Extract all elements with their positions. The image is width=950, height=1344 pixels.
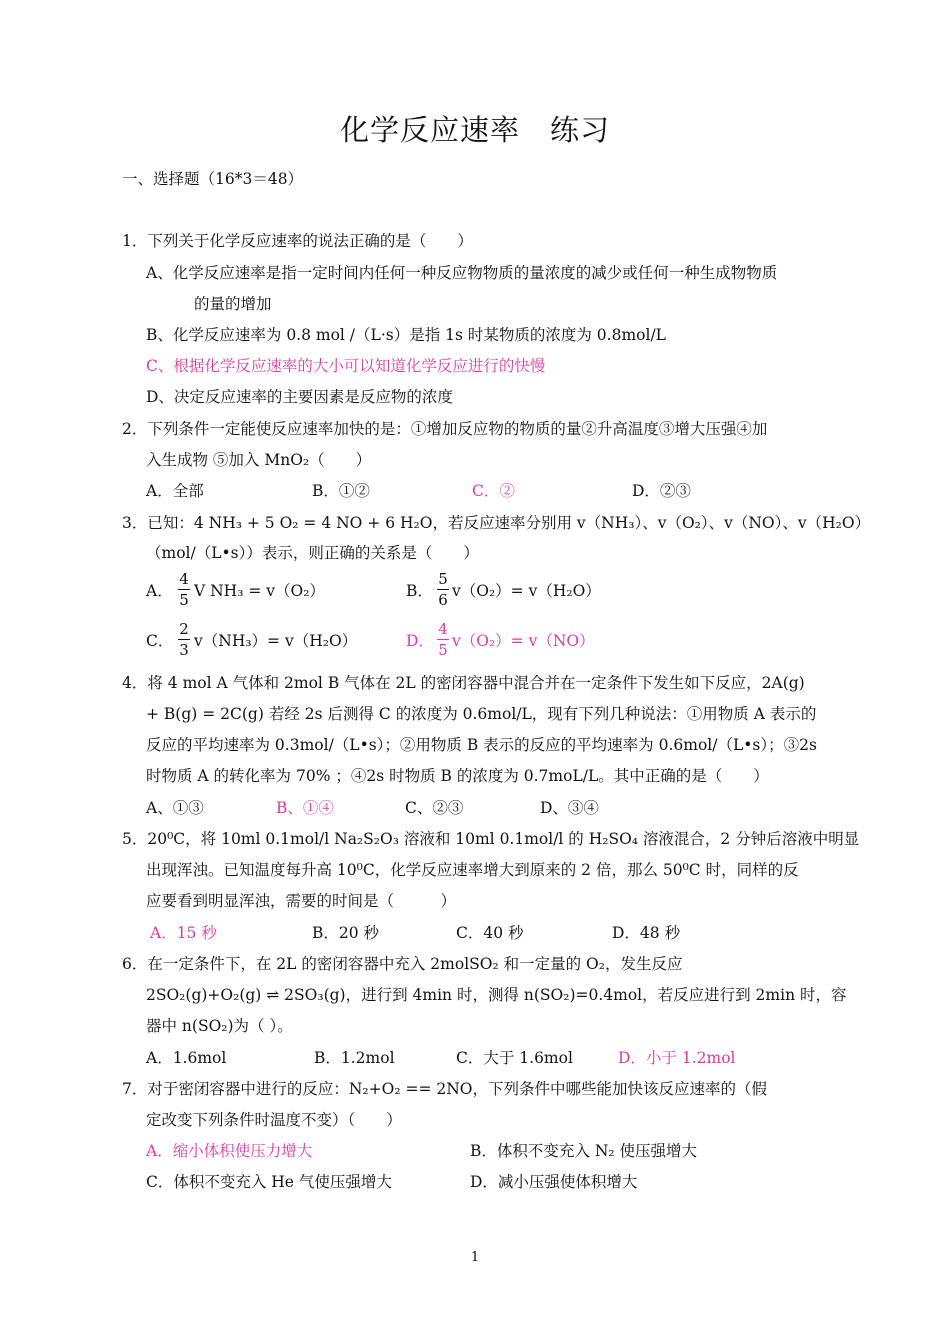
question-7-cont: 定改变下列条件时温度不变）（ ）	[146, 1111, 402, 1129]
q1-option-b: B、化学反应速率为 0.8 mol /（L·s）是指 1s 时某物质的浓度为 0.8mol/L	[146, 326, 666, 344]
q1-option-a-cont: 的量的增加	[194, 295, 272, 313]
q2-option-b: B．①②	[312, 482, 370, 500]
q3-option-b-label: B．	[406, 582, 433, 600]
q5-option-d: D．48 秒	[612, 924, 681, 942]
q3-option-a-label: A．	[146, 582, 173, 600]
q3-option-d-fraction	[437, 620, 449, 659]
q5-option-a: A．15 秒	[150, 924, 217, 942]
question-3: 3．已知：4 NH₃ + 5 O₂ = 4 NO + 6 H₂O，若反应速率分别用 v（NH₃）、v（O₂）、v（NO）、v（H₂O）	[122, 514, 871, 532]
q1-option-a: A、化学反应速率是指一定时间内任何一种反应物物质的量浓度的减少或任何一种生成物物质	[146, 264, 778, 282]
q5-option-c: C．40 秒	[456, 924, 524, 942]
fraction-numerator: 4	[179, 570, 189, 588]
q7-option-d: D．减小压强使体积增大	[470, 1173, 638, 1191]
question-6-cont-2: 器中 n(SO₂)为（ ）。	[146, 1017, 293, 1035]
page-number: 1	[470, 1250, 480, 1265]
q7-option-a: A．缩小体积使压力增大	[146, 1142, 313, 1160]
question-4: 4．将 4 mol A 气体和 2mol B 气体在 2L 的密闭容器中混合并在一定条件下发生如下反应，2A(g)	[122, 674, 805, 692]
question-3-cont: （mol/（L•s））表示，则正确的关系是（ ）	[146, 544, 479, 562]
q2-option-d: D．②③	[632, 482, 691, 500]
q4-option-c: C、②③	[405, 799, 464, 817]
q3-option-b-fraction	[437, 570, 449, 609]
q3-option-b-text: v（O₂）= v（H₂O）	[452, 582, 601, 600]
q4-option-b: B、①④	[276, 799, 334, 817]
question-1: 1．下列关于化学反应速率的说法正确的是（ ）	[122, 232, 473, 250]
q2-option-c: C．②	[472, 482, 515, 500]
question-6-cont-1: 2SO₂(g)+O₂(g) ⇌ 2SO₃(g)，进行到 4min 时，测得 n(SO₂)=0.4mol，若反应进行到 2min 时，容	[146, 986, 847, 1004]
question-2: 2．下列条件一定能使反应速率加快的是：①增加反应物的物质的量②升高温度③增大压强④加	[122, 420, 768, 438]
q6-option-c: C．大于 1.6mol	[456, 1049, 573, 1067]
q5-option-b: B．20 秒	[312, 924, 380, 942]
q3-option-d-label: D．	[406, 632, 434, 650]
fraction-denominator: 6	[438, 591, 448, 609]
q2-option-a: A．全部	[146, 482, 204, 500]
fraction-numerator: 2	[179, 620, 189, 638]
question-5-cont-1: 出现浑浊。已知温度每升高 10⁰C，化学反应速率增大到原来的 2 倍，那么 50⁰C 时，同样的反	[146, 861, 799, 879]
fraction-numerator: 5	[438, 570, 448, 588]
q3-option-c-label: C．	[146, 632, 174, 650]
question-6: 6．在一定条件下，在 2L 的密闭容器中充入 2molSO₂ 和一定量的 O₂，发生反应	[122, 955, 683, 973]
question-4-cont-2: 反应的平均速率为 0.3mol/（L•s）；②用物质 B 表示的反应的平均速率为 0.6mol/（L•s）；③2s	[146, 736, 817, 754]
question-4-cont-1: + B(g) = 2C(g) 若经 2s 后测得 C 的浓度为 0.6mol/L，现有下列几种说法：①用物质 A 表示的	[146, 705, 817, 723]
question-4-cont-3: 时物质 A 的转化率为 70% ；④2s 时物质 B 的浓度为 0.7moL/L。其中正确的是（ ）	[146, 767, 769, 785]
q3-option-a-fraction	[178, 570, 190, 609]
q1-option-d: D、决定反应速率的主要因素是反应物的浓度	[146, 388, 453, 406]
q4-option-d: D、③④	[540, 799, 599, 817]
fraction-denominator: 3	[179, 641, 189, 659]
q3-option-a-text: V NH₃ = v（O₂）	[194, 582, 325, 600]
fraction-denominator: 5	[438, 641, 448, 659]
q6-option-b: B．1.2mol	[314, 1049, 395, 1067]
q3-option-c-fraction	[178, 620, 190, 659]
question-5: 5．20⁰C，将 10ml 0.1mol/l Na₂S₂O₃ 溶液和 10ml 0.1mol/l 的 H₂SO₄ 溶液混合，2 分钟后溶液中明显	[122, 830, 860, 848]
fraction-denominator: 5	[179, 591, 189, 609]
q3-option-c-text: v（NH₃）= v（H₂O）	[194, 632, 358, 650]
q7-option-b: B．体积不变充入 N₂ 使压强增大	[470, 1142, 698, 1160]
question-5-cont-2: 应要看到明显浑浊，需要的时间是（ ）	[146, 892, 457, 910]
q3-option-d-text: v（O₂）= v（NO）	[452, 632, 595, 650]
section-heading: 一、选择题（16*3＝48）	[122, 170, 304, 188]
q7-option-c: C．体积不变充入 He 气使压强增大	[146, 1173, 392, 1191]
question-2-cont: 入生成物 ⑤加入 MnO₂（ ）	[146, 451, 372, 469]
q4-option-a: A、①③	[146, 799, 204, 817]
q1-option-c: C、根据化学反应速率的大小可以知道化学反应进行的快慢	[146, 357, 546, 375]
page-title: 化学反应速率 练习	[339, 113, 610, 147]
fraction-numerator: 4	[438, 620, 448, 638]
q6-option-a: A．1.6mol	[146, 1049, 227, 1067]
q6-option-d: D．小于 1.2mol	[618, 1049, 736, 1067]
question-7: 7．对于密闭容器中进行的反应：N₂+O₂ == 2NO，下列条件中哪些能加快该反应速率的（假	[122, 1080, 768, 1098]
